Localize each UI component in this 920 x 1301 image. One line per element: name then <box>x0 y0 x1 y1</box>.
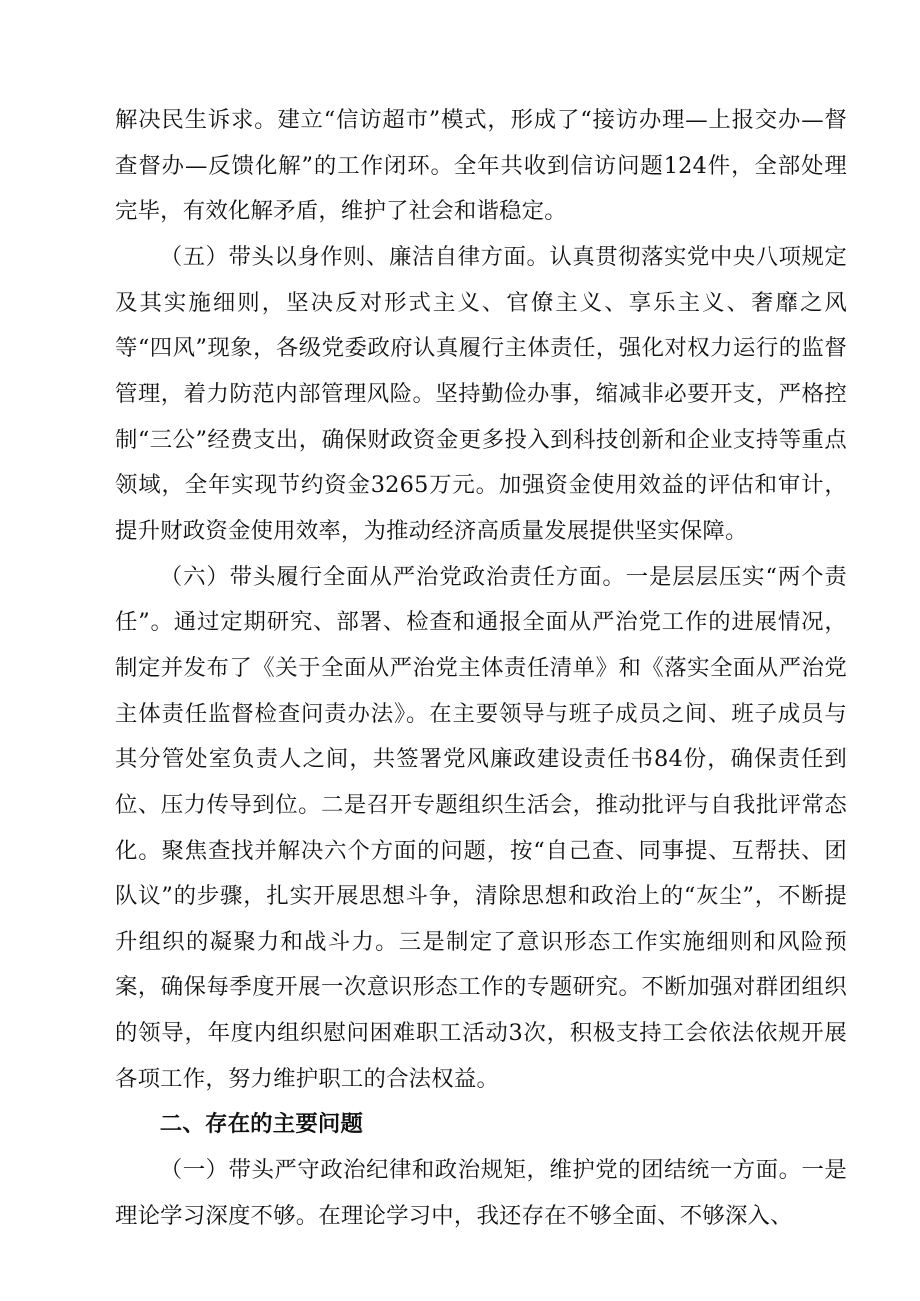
paragraph-continuation: 解决民生诉求。建立“信访超市”模式，形成了“接访办理—上报交办—督查督办—反馈化解”的工作闭环。全年共收到信访问题124件，全部处理完毕，有效化解矛盾，维护了社会和谐稳定。 <box>115 107 847 225</box>
paragraph-problem-1: （一）带头严守政治纪律和政治规矩，维护党的团结统一方面。一是理论学习深度不够。在理论学习中，我还存在不够全面、不够深入、 <box>115 1157 847 1229</box>
document-body <box>115 98 847 1239</box>
paragraph-section-6: （六）带头履行全面从严治党政治责任方面。一是层层压实“两个责任”。通过定期研究、部署、检查和通报全面从严治党工作的进展情况，制定并发布了《关于全面从严治党主体责任清单》和《落实全面从严治党主体责任监督检查问责办法》。在主要领导与班子成员之间、班子成员与其分管处室负责人之间，共签署党风廉政建设责任书84份，确保责任到位、压力传导到位。二是召开专题组织生活会，推动批评与自我批评常态化。聚焦查找并解决六个方面的问题，按“自己查、同事提、互帮扶、团队议”的步骤，扎实开展思想斗争，清除思想和政治上的“灰尘”，不断提升组织的凝聚力和战斗力。三是制定了意识形态工作实施细则和风险预案，确保每季度开展一次意识形态工作的专题研究。不断加强对群团组织的领导，年度内组织慰问困难职工活动3次，积极支持工会依法依规开展各项工作，努力维护职工的合法权益。 <box>115 563 847 1092</box>
section-heading-problems: 二、存在的主要问题 <box>159 1111 364 1138</box>
paragraph-section-5: （五）带头以身作则、廉洁自律方面。认真贯彻落实党中央八项规定及其实施细则，坚决反对形式主义、官僚主义、享乐主义、奢靡之风等“四风”现象，各级党委政府认真履行主体责任，强化对权力运行的监督管理，着力防范内部管理风险。坚持勤俭办事，缩减非必要开支，严格控制“三公”经费支出，确保财政资金更多投入到科技创新和企业支持等重点领域，全年实现节约资金3265万元。加强资金使用效益的评估和审计，提升财政资金使用效率，为推动经济高质量发展提供坚实保障。 <box>115 243 847 544</box>
